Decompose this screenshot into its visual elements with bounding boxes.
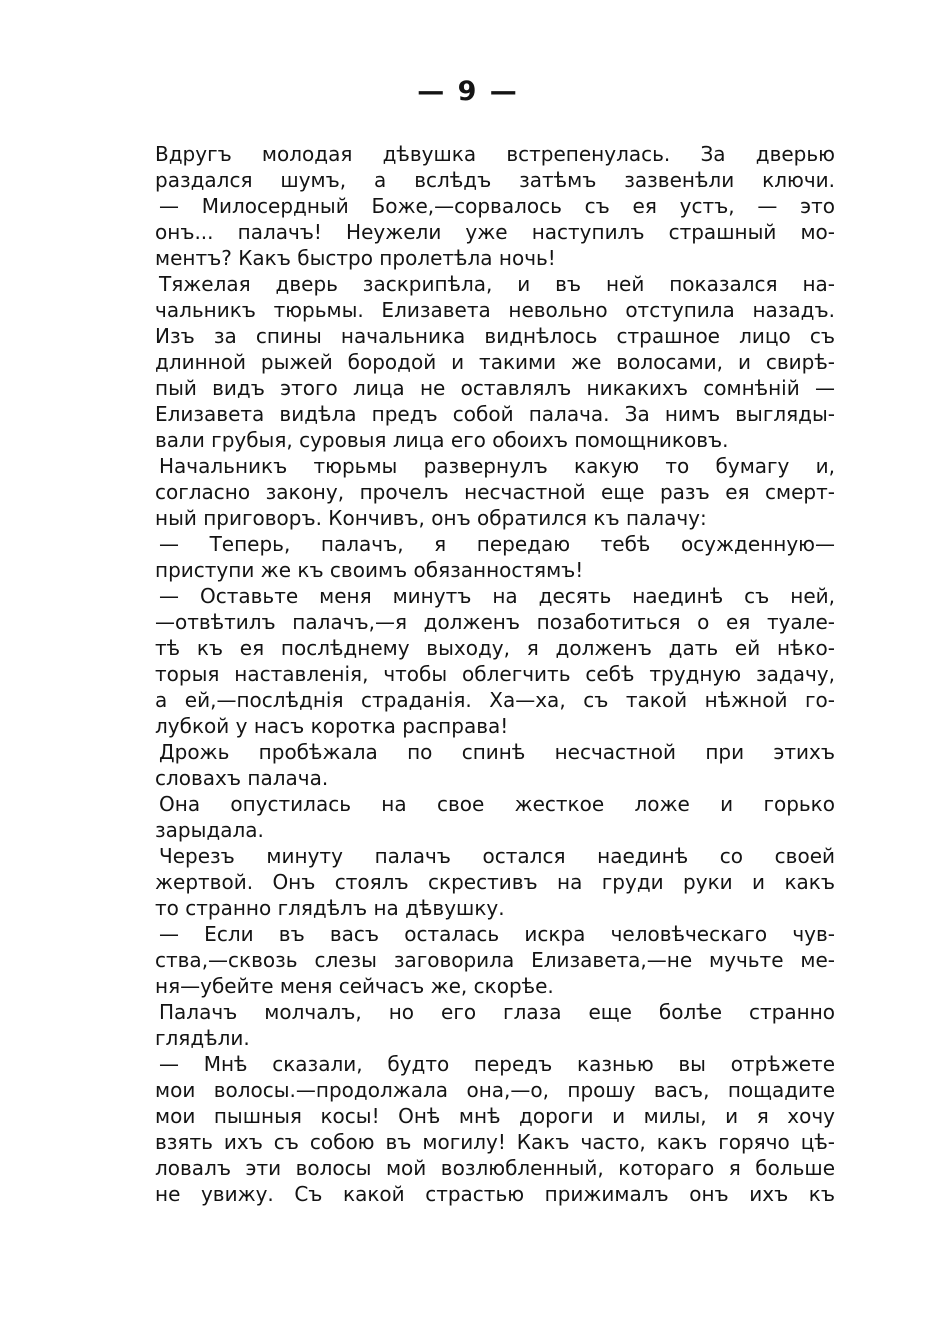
text-line: торыя наставленія, чтобы облегчить себѣ трудную задачу, bbox=[155, 662, 835, 686]
text-line: а ей,—послѣднія страданія. Ха—ха, съ такой нѣжной го- bbox=[155, 688, 835, 712]
text-line: мои волосы.—продолжала она,—о, прошу васъ, пощадите bbox=[155, 1078, 835, 1102]
text-line: Тяжелая дверь заскрипѣла, и въ ней показался на- bbox=[159, 272, 835, 296]
text-line: — Если въ васъ осталась искра человѣческаго чув- bbox=[159, 922, 835, 946]
text-line: мои пышныя косы! Онѣ мнѣ дороги и милы, и я хочу bbox=[155, 1104, 835, 1128]
text-line: ный приговоръ. Кончивъ, онъ обратился къ палачу: bbox=[155, 506, 707, 530]
text-line: жертвой. Онъ стоялъ скрестивъ на груди руки и какъ bbox=[155, 870, 835, 894]
text-line: — Мнѣ сказали, будто передъ казнью вы отрѣжете bbox=[159, 1052, 835, 1076]
text-line: Вдругъ молодая дѣвушка встрепенулась. За дверью bbox=[155, 142, 835, 166]
text-line: Она опустилась на свое жесткое ложе и горько bbox=[159, 792, 835, 816]
text-line: Дрожь пробѣжала по спинѣ несчастной при этихъ bbox=[159, 740, 835, 764]
text-line: Палачъ молчалъ, но его глаза еще болѣе странно bbox=[159, 1000, 835, 1024]
text-line: — Милосердный Боже,—сорвалось съ ея устъ, — это bbox=[159, 194, 835, 218]
text-line: онъ... палачъ! Неужели уже наступилъ страшный мо- bbox=[155, 220, 835, 244]
text-line: то странно глядѣлъ на дѣвушку. bbox=[155, 896, 505, 920]
text-line: ня—убейте меня сейчасъ же, скорѣе. bbox=[155, 974, 554, 998]
text-line: не увижу. Съ какой страстью прижималъ онъ ихъ къ bbox=[155, 1182, 835, 1206]
text-line: — Теперь, палачъ, я передаю тебѣ осужденную— bbox=[159, 532, 835, 556]
text-line: лубкой у насъ коротка расправа! bbox=[155, 714, 509, 738]
text-line: пый видъ этого лица не оставлялъ никакихъ сомнѣній — bbox=[155, 376, 835, 400]
text-line: приступи же къ своимъ обязанностямъ! bbox=[155, 558, 584, 582]
text-line: Изъ за спины начальника виднѣлось страшное лицо съ bbox=[155, 324, 835, 348]
text-line: вали грубыя, суровыя лица его обоихъ помощниковъ. bbox=[155, 428, 729, 452]
text-line: —отвѣтилъ палачъ,—я долженъ позаботиться о ея туале- bbox=[155, 610, 835, 634]
text-line: Черезъ минуту палачъ остался наединѣ со своей bbox=[159, 844, 835, 868]
text-line: глядѣли. bbox=[155, 1026, 250, 1050]
page-number: — 9 — bbox=[417, 76, 519, 107]
text-line: — Оставьте меня минутъ на десять наединѣ съ ней, bbox=[159, 584, 835, 608]
text-line: тѣ къ ея послѣднему выходу, я долженъ дать ей нѣко- bbox=[155, 636, 835, 660]
text-line: Елизавета видѣла предъ собой палача. За нимъ выгляды- bbox=[155, 402, 835, 426]
text-line: длинной рыжей бородой и такими же волосами, и свирѣ- bbox=[155, 350, 835, 374]
text-line: чальникъ тюрьмы. Елизавета невольно отступила назадъ. bbox=[155, 298, 835, 322]
text-line: взять ихъ съ собою въ могилу! Какъ часто, какъ горячо цѣ- bbox=[155, 1130, 835, 1154]
text-line: ства,—сквозь слезы заговорила Елизавета,—не мучьте ме- bbox=[155, 948, 835, 972]
text-line: ловалъ эти волосы мой возлюбленный, котораго я больше bbox=[155, 1156, 835, 1180]
text-line: словахъ палача. bbox=[155, 766, 329, 790]
text-line: согласно закону, прочелъ несчастной еще разъ ея смерт- bbox=[155, 480, 835, 504]
text-line: ментъ? Какъ быстро пролетѣла ночь! bbox=[155, 246, 556, 270]
text-line: Начальникъ тюрьмы развернулъ какую то бумагу и, bbox=[159, 454, 835, 478]
text-line: раздался шумъ, а вслѣдъ затѣмъ зазвенѣли ключи. bbox=[155, 168, 835, 192]
text-line: зарыдала. bbox=[155, 818, 264, 842]
